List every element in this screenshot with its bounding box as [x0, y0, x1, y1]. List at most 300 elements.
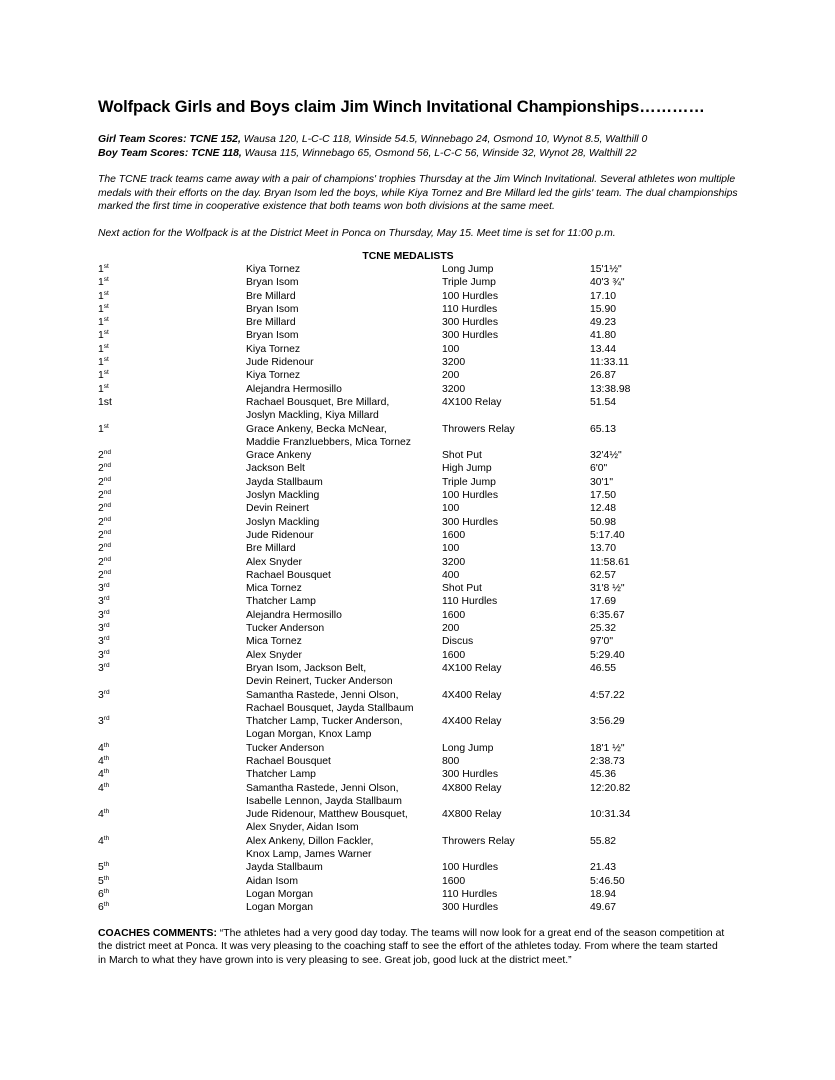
mark: 2:38.73 [590, 755, 625, 767]
medalist-row [98, 609, 738, 622]
athlete-names [246, 715, 403, 742]
mark: 12:20.82 [590, 782, 631, 794]
athlete-names-line: Bryan Isom [246, 277, 299, 289]
mark: 18.94 [590, 888, 617, 900]
athlete-names [246, 768, 316, 781]
place-number: 6 [98, 888, 104, 900]
place [98, 516, 111, 529]
place [98, 343, 109, 356]
place [98, 782, 109, 795]
medalist-row [98, 755, 738, 768]
athlete-names-line: Joslyn Mackling [246, 516, 320, 528]
place-suffix: st [103, 302, 109, 310]
mark: 30'1" [590, 476, 614, 488]
next-meet-paragraph: Next action for the Wolfpack is at the District Meet in Ponca on Thursday, May 15. Meet time is set for 11:00 p.m. [98, 227, 616, 239]
place-number: 4 [98, 782, 104, 794]
event: 100 Hurdles [442, 290, 499, 302]
mark: 5:46.50 [590, 875, 625, 887]
place-suffix: rd [103, 715, 110, 723]
mark: 62.57 [590, 569, 617, 581]
athlete-names [246, 808, 408, 835]
athlete-names [246, 516, 319, 529]
athlete-names [246, 569, 331, 582]
athlete-names [246, 383, 342, 396]
mark: 15'1½" [590, 264, 622, 275]
medalist-row [98, 715, 738, 742]
athlete-names [246, 263, 300, 276]
mark: 21.43 [590, 862, 617, 874]
place-suffix: nd [103, 489, 112, 497]
event: 100 [442, 343, 460, 355]
athlete-names-line: Thatcher Lamp [246, 596, 316, 608]
athlete-names [246, 662, 393, 689]
athlete-names [246, 595, 316, 608]
place-number: 3 [98, 716, 104, 728]
event: 100 Hurdles [442, 862, 499, 874]
medalist-row [98, 276, 738, 289]
mark: 41.80 [590, 330, 617, 342]
place-number: 3 [98, 649, 104, 661]
place [98, 689, 110, 702]
summary-paragraph: The TCNE track teams came away with a pair of champions' trophies Thursday at the Jim Winch Invitational. Several athletes won multiple medals with their efforts on the day. Bryan Isom led the boys, while Kiya Tornez and Bre Millard led the girls' team. The dual championships marked the first time in cooperative existence that both teams won both divisions at the same meet. [98, 174, 738, 212]
event: 100 Hurdles [442, 490, 499, 502]
mark: 13.70 [590, 543, 617, 555]
mark: 10:31.34 [590, 809, 631, 821]
boys-score-rest: Wausa 115, Winnebago 65, Osmond 56, L-C-C 56, Winside 32, Wynot 28, Walthill 22 [241, 147, 637, 159]
place [98, 462, 111, 475]
place [98, 329, 109, 342]
place [98, 316, 109, 329]
place-suffix: st [103, 289, 109, 297]
event: 200 [442, 370, 460, 382]
medalists-heading: TCNE MEDALISTS [362, 251, 454, 262]
medalist-row [98, 888, 738, 901]
place [98, 755, 109, 768]
place-number: 1 [98, 383, 104, 395]
athlete-names [246, 462, 305, 475]
medalist-row [98, 768, 738, 781]
place [98, 542, 111, 555]
event: 400 [442, 569, 460, 581]
athlete-names [246, 755, 331, 768]
place-suffix: nd [103, 555, 112, 563]
medalist-row [98, 569, 738, 582]
place-suffix: rd [103, 648, 110, 656]
coaches-comments-label: COACHES COMMENTS: [98, 927, 217, 939]
place-number: 3 [98, 583, 104, 595]
place [98, 356, 109, 369]
event: 200 [442, 623, 460, 635]
athlete-names [246, 276, 299, 289]
athlete-names-line: Tucker Anderson [246, 742, 325, 754]
place-number: 5 [98, 862, 104, 874]
place [98, 768, 109, 781]
mark: 55.82 [590, 835, 617, 847]
place-number: 1 [98, 423, 104, 435]
place [98, 290, 109, 303]
athlete-names [246, 303, 299, 316]
event: 100 [442, 503, 460, 515]
athlete-names-line: Maddie Franzluebbers, Mica Tornez [246, 436, 411, 448]
place [98, 808, 109, 821]
mark: 6'0" [590, 463, 608, 475]
coaches-comments [98, 927, 728, 968]
place-suffix: th [103, 861, 110, 869]
medalist-row [98, 742, 738, 755]
athlete-names [246, 476, 323, 489]
place-suffix: rd [103, 608, 110, 616]
medalist-row [98, 303, 738, 316]
athlete-names-line: Jayda Stallbaum [246, 862, 323, 874]
athlete-names-line: Joslyn Mackling, Kiya Millard [246, 410, 379, 422]
event: 300 Hurdles [442, 769, 499, 781]
boys-score-label: Boy Team Scores: TCNE 118, [98, 147, 242, 159]
place [98, 715, 110, 728]
place [98, 489, 111, 502]
article-title: Wolfpack Girls and Boys claim Jim Winch Invitational Championships………… [98, 98, 705, 116]
mark: 13:38.98 [590, 383, 631, 395]
athlete-names [246, 290, 296, 303]
athlete-names-line: Kiya Tornez [246, 370, 301, 382]
place-suffix: th [103, 874, 110, 882]
place-number: 2 [98, 556, 104, 568]
place-number: 4 [98, 809, 104, 821]
place-suffix: st [103, 382, 109, 390]
medalist-row [98, 290, 738, 303]
mark: 40'3 ¾" [590, 277, 625, 289]
mark: 46.55 [590, 662, 617, 674]
medalist-row [98, 449, 738, 462]
place-number: 4 [98, 742, 104, 754]
medalist-row [98, 383, 738, 396]
mark: 51.54 [590, 396, 617, 408]
event: 3200 [442, 357, 466, 369]
place-number: 1 [98, 264, 104, 275]
place-number: 3 [98, 636, 104, 648]
medalist-row [98, 396, 738, 423]
article [98, 97, 738, 967]
medalist-row [98, 343, 738, 356]
athlete-names-line: Bryan Isom [246, 303, 299, 315]
athlete-names [246, 529, 314, 542]
place-suffix: rd [103, 582, 110, 590]
place-number: 2 [98, 463, 104, 475]
medalist-row [98, 662, 738, 689]
athlete-names-line: Joslyn Mackling [246, 490, 320, 502]
place-suffix: st [103, 422, 109, 430]
place-number: 2 [98, 516, 104, 528]
athlete-names [246, 861, 323, 874]
mark: 65.13 [590, 423, 617, 435]
athlete-names [246, 396, 389, 423]
athlete-names-line: Alejandra Hermosillo [246, 383, 342, 395]
athlete-names-line: Rachael Bousquet, Bre Millard, [246, 396, 390, 408]
event: Triple Jump [442, 476, 496, 488]
mark: 5:17.40 [590, 529, 625, 541]
place-suffix: nd [103, 502, 112, 510]
event: Triple Jump [442, 277, 496, 289]
athlete-names-line: Logan Morgan [246, 888, 314, 900]
place [98, 595, 110, 608]
event: 1600 [442, 529, 466, 541]
mark: 18'1 ½" [590, 742, 625, 754]
athlete-names [246, 316, 296, 329]
medalist-row [98, 861, 738, 874]
place-number: 6 [98, 902, 104, 914]
athlete-names [246, 782, 402, 809]
place-number: 3 [98, 662, 104, 674]
event: 1600 [442, 609, 466, 621]
athlete-names-line: Thatcher Lamp, Tucker Anderson, [246, 716, 403, 728]
event: 1600 [442, 649, 466, 661]
event: 800 [442, 755, 460, 767]
athlete-names [246, 888, 313, 901]
mark: 49.67 [590, 902, 617, 914]
medalist-row [98, 622, 738, 635]
place [98, 622, 110, 635]
medalist-row [98, 316, 738, 329]
medalist-row [98, 423, 738, 450]
place-suffix: th [103, 808, 110, 816]
event: 3200 [442, 556, 466, 568]
girls-score-label: Girl Team Scores: TCNE 152, [98, 134, 241, 145]
medalist-row [98, 782, 738, 809]
medalist-row [98, 356, 738, 369]
medalist-row [98, 649, 738, 662]
athlete-names-line: Grace Ankeny [246, 450, 312, 462]
event: 4X400 Relay [442, 716, 502, 728]
medalist-row [98, 875, 738, 888]
mark: 45.36 [590, 769, 617, 781]
athlete-names-line: Mica Tornez [246, 636, 302, 648]
place-suffix: nd [103, 515, 112, 523]
mark: 49.23 [590, 317, 617, 329]
athlete-names [246, 343, 300, 356]
place [98, 449, 111, 462]
place [98, 276, 109, 289]
event: High Jump [442, 463, 492, 475]
medalists-table [98, 263, 738, 915]
athlete-names-line: Jude Ridenour [246, 357, 314, 369]
athlete-names [246, 369, 300, 382]
athlete-names [246, 449, 311, 462]
athlete-names-line: Jude Ridenour [246, 529, 314, 541]
athlete-names-line: Alex Ankeny, Dillon Fackler, [246, 835, 374, 847]
mark: 25.32 [590, 623, 617, 635]
team-scores [98, 133, 738, 160]
medalist-row [98, 901, 738, 914]
place-number: 2 [98, 543, 104, 555]
mark: 11:58.61 [590, 556, 630, 568]
place-suffix: rd [103, 635, 110, 643]
mark: 17.69 [590, 596, 617, 608]
place-number: 1 [98, 317, 104, 329]
place-number: 3 [98, 596, 104, 608]
athlete-names-line: Samantha Rastede, Jenni Olson, [246, 689, 399, 701]
athlete-names-line: Devin Reinert [246, 503, 309, 515]
event: 300 Hurdles [442, 902, 499, 914]
place [98, 662, 110, 675]
place [98, 383, 109, 396]
athlete-names-line: Logan Morgan [246, 902, 314, 914]
place [98, 901, 109, 914]
event: 100 [442, 543, 460, 555]
athlete-names-line: Rachael Bousquet [246, 755, 331, 767]
athlete-names [246, 622, 324, 635]
athlete-names-line: Bre Millard [246, 543, 296, 555]
place-number: 3 [98, 623, 104, 635]
athlete-names [246, 649, 302, 662]
medalist-row [98, 582, 738, 595]
athlete-names-line: Alex Snyder [246, 556, 303, 568]
place-suffix: st [103, 316, 109, 324]
event: Discus [442, 636, 474, 648]
place [98, 609, 110, 622]
place-suffix: rd [103, 622, 110, 630]
medalist-row [98, 542, 738, 555]
place-number: 4 [98, 769, 104, 781]
mark: 12.48 [590, 503, 617, 515]
athlete-names-line: Rachael Bousquet [246, 569, 331, 581]
place-number: 2 [98, 476, 104, 488]
event: Long Jump [442, 742, 494, 754]
place-number: 2 [98, 569, 104, 581]
athlete-names-line: Grace Ankeny, Becka McNear, [246, 423, 387, 435]
athlete-names-line: Rachael Bousquet, Jayda Stallbaum [246, 702, 414, 714]
athlete-names [246, 901, 313, 914]
place-number: 4 [98, 835, 104, 847]
event: Shot Put [442, 583, 482, 595]
event: 110 Hurdles [442, 303, 498, 315]
athlete-names-line: Bre Millard [246, 317, 296, 329]
athlete-names-line: Bryan Isom [246, 330, 299, 342]
place [98, 303, 109, 316]
athlete-names-line: Logan Morgan, Knox Lamp [246, 729, 372, 741]
mark: 26.87 [590, 370, 617, 382]
place [98, 742, 109, 755]
place [98, 369, 109, 382]
medalist-row [98, 835, 738, 862]
event: 4X100 Relay [442, 662, 502, 674]
mark: 3:56.29 [590, 716, 625, 728]
place-number: 5 [98, 875, 104, 887]
medalist-row [98, 476, 738, 489]
place [98, 835, 109, 848]
medalist-row [98, 462, 738, 475]
athlete-names-line: Mica Tornez [246, 583, 302, 595]
girls-score-line [98, 133, 738, 147]
event: 300 Hurdles [442, 516, 499, 528]
event: 4X400 Relay [442, 689, 502, 701]
medalist-row [98, 369, 738, 382]
place [98, 263, 109, 276]
event: 300 Hurdles [442, 317, 499, 329]
event: 4X100 Relay [442, 396, 502, 408]
place-number: 2 [98, 529, 104, 541]
boys-score-line [98, 147, 738, 161]
medalist-row [98, 808, 738, 835]
event: Shot Put [442, 450, 482, 462]
medalist-row [98, 595, 738, 608]
place [98, 476, 111, 489]
event: 4X800 Relay [442, 782, 502, 794]
place-suffix: st [103, 369, 109, 377]
place-suffix: rd [103, 595, 110, 603]
mark: 17.50 [590, 490, 617, 502]
athlete-names-line: Aidan Isom [246, 875, 298, 887]
place [98, 582, 110, 595]
athlete-names [246, 556, 302, 569]
athlete-names [246, 835, 373, 862]
athlete-names [246, 609, 342, 622]
medalist-row [98, 516, 738, 529]
place-number: 3 [98, 689, 104, 701]
event: Throwers Relay [442, 423, 515, 435]
athlete-names-line: Bre Millard [246, 290, 296, 302]
place [98, 529, 111, 542]
place-suffix: th [103, 741, 110, 749]
place [98, 502, 111, 515]
athlete-names-line: Thatcher Lamp [246, 769, 316, 781]
event: 110 Hurdles [442, 888, 498, 900]
place-suffix: st [103, 356, 109, 364]
athlete-names [246, 502, 309, 515]
place-suffix: nd [103, 449, 112, 457]
place-number: 1 [98, 277, 104, 289]
athlete-names [246, 635, 302, 648]
medalist-row [98, 689, 738, 716]
medalist-row [98, 556, 738, 569]
mark: 97'0" [590, 636, 614, 648]
athlete-names-line: Tucker Anderson [246, 623, 325, 635]
medalist-row [98, 635, 738, 648]
place-number: 1 [98, 343, 104, 355]
athlete-names [246, 742, 324, 755]
athlete-names-line: Alex Snyder [246, 649, 303, 661]
athlete-names-line: Kiya Tornez [246, 343, 301, 355]
place-suffix: rd [103, 688, 110, 696]
place-suffix: nd [103, 528, 112, 536]
athlete-names [246, 542, 296, 555]
mark: 6:35.67 [590, 609, 625, 621]
mark: 4:57.22 [590, 689, 625, 701]
event: 300 Hurdles [442, 330, 499, 342]
place-suffix: st [103, 276, 109, 284]
athlete-names-line: Alex Snyder, Aidan Isom [246, 822, 359, 834]
place [98, 569, 111, 582]
athlete-names [246, 582, 302, 595]
athlete-names [246, 689, 414, 716]
athlete-names [246, 423, 411, 450]
coaches-comments-text: “The athletes had a very good day today. The teams will now look for a great end of the season competition at the district meet at Ponca. It was very pleasing to the coaching staff to see the effort of the athletes today. From where the team started in March to what they have grown into is very pleasing to see. Great job, good luck at the district meet.” [98, 927, 725, 966]
athlete-names [246, 356, 314, 369]
event: Long Jump [442, 264, 494, 275]
place-number: 1st [98, 396, 112, 408]
place-suffix: th [103, 834, 110, 842]
place-suffix: nd [103, 542, 112, 550]
athlete-names [246, 875, 298, 888]
athlete-names [246, 329, 299, 342]
mark: 11:33.11 [590, 357, 629, 369]
mark: 5:29.40 [590, 649, 625, 661]
place [98, 423, 109, 436]
place [98, 396, 112, 409]
place-suffix: th [103, 754, 110, 762]
place-suffix: th [103, 901, 110, 909]
athlete-names-line: Jayda Stallbaum [246, 476, 323, 488]
place-suffix: th [103, 887, 110, 895]
place-suffix: rd [103, 661, 110, 669]
